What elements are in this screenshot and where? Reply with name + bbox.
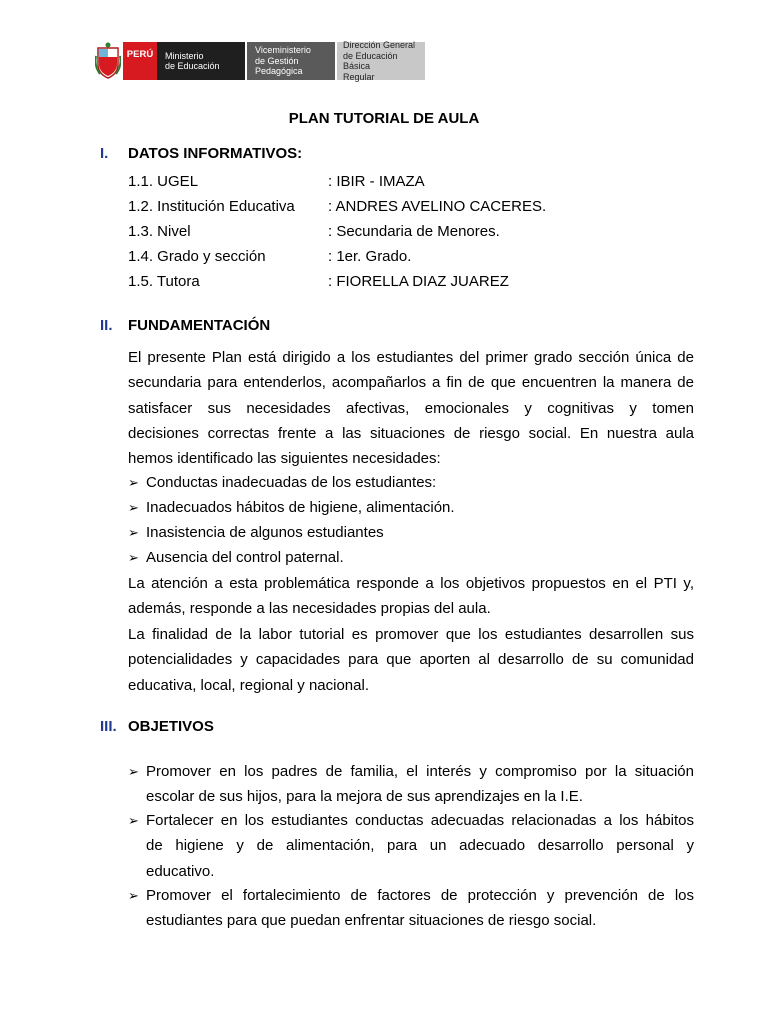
coat-of-arms-icon <box>95 42 121 80</box>
info-value: : ANDRES AVELINO CACERES. <box>328 198 547 215</box>
section-3-title: OBJETIVOS <box>128 718 214 735</box>
section-2-title: FUNDAMENTACIÓN <box>128 317 271 334</box>
section-1-title: DATOS INFORMATIVOS: <box>128 145 303 162</box>
paragraph-line: satisfacer sus necesidades afectivas, emocionales y cognitivas y tomen <box>128 399 694 417</box>
fundamentacion-paragraph-1 <box>128 345 694 471</box>
paragraph-line: La finalidad de la labor tutorial es promover que los estudiantes desarrollen sus <box>128 626 694 643</box>
paragraph-line: La atención a esta problemática responde a los objetivos propuestos en el PTI y, <box>128 575 694 592</box>
section-3-heading <box>100 718 214 735</box>
fundamentacion-paragraph-3 <box>128 622 694 698</box>
logo-viceministerio: Viceministerio de Gestión Pedagógica <box>247 42 335 80</box>
section-3-number: III. <box>100 718 117 735</box>
list-item-text: Inadecuados hábitos de higiene, alimentación. <box>146 499 455 516</box>
section-1-heading <box>100 145 302 162</box>
arrow-bullet-icon: ➢ <box>128 813 139 828</box>
arrow-bullet-icon: ➢ <box>128 764 139 779</box>
info-label: 1.3. Nivel <box>128 223 191 240</box>
list-item-text: Inasistencia de algunos estudiantes <box>146 524 384 541</box>
objective-item <box>128 883 694 934</box>
fundamentacion-paragraph-2 <box>128 571 694 622</box>
paragraph-line: secundaria para entenderlos, acompañarlos a fin de que encuentren la manera de <box>128 374 694 392</box>
info-value: : IBIR - IMAZA <box>328 173 425 190</box>
arrow-bullet-icon: ➢ <box>128 550 139 565</box>
paragraph-line: educativa, local, regional y nacional. <box>128 676 369 694</box>
paragraph-line: decisiones correctas frente a las situaciones de riesgo social. En nuestra aula <box>128 424 694 442</box>
info-label: 1.1. UGEL <box>128 173 199 190</box>
paragraph-line: hemos identificado las siguientes necesidades: <box>128 450 441 468</box>
objective-line: Promover en los padres de familia, el interés y compromiso por la situación <box>146 763 694 780</box>
section-1-number: I. <box>100 145 109 162</box>
arrow-bullet-icon: ➢ <box>128 475 139 490</box>
logo-ministerio: Ministerio de Educación <box>157 42 245 80</box>
info-value: : Secundaria de Menores. <box>328 223 500 240</box>
section-2-number: II. <box>100 317 113 334</box>
objective-line: Promover el fortalecimiento de factores de protección y prevención de los <box>146 887 694 904</box>
list-item-text: Ausencia del control paternal. <box>146 549 344 566</box>
section-2-heading <box>100 317 270 334</box>
info-label: 1.4. Grado y sección <box>128 248 266 265</box>
objective-line: educativo. <box>146 862 215 880</box>
info-value: : FIORELLA DIAZ JUAREZ <box>328 273 509 290</box>
objective-line: escolar de sus hijos, para la mejora de sus aprendizajes en la I.E. <box>146 788 583 806</box>
logo-direccion: Dirección General de Educación Básica Regular <box>337 42 425 80</box>
info-value: : 1er. Grado. <box>328 248 412 265</box>
objective-line: Fortalecer en los estudiantes conductas adecuadas relacionadas a los hábitos <box>146 812 694 829</box>
header-logo-band <box>95 42 425 80</box>
objective-item <box>128 759 694 810</box>
info-label: 1.2. Institución Educativa <box>128 198 295 215</box>
arrow-bullet-icon: ➢ <box>128 888 139 903</box>
objective-line: de higiene y de alimentación, para un adecuado desarrollo personal y <box>146 837 694 855</box>
paragraph-line: potencialidades y capacidades para que aporten al desarrollo de su comunidad <box>128 651 694 669</box>
arrow-bullet-icon: ➢ <box>128 500 139 515</box>
logo-peru: PERÚ <box>123 42 157 80</box>
objective-line: estudiantes para que puedan enfrentar situaciones de riesgo social. <box>146 912 597 930</box>
info-label: 1.5. Tutora <box>128 273 200 290</box>
objective-item <box>128 808 694 884</box>
paragraph-line: El presente Plan está dirigido a los estudiantes del primer grado sección única de <box>128 349 694 366</box>
list-item-text: Conductas inadecuadas de los estudiantes: <box>146 474 437 491</box>
paragraph-line: además, responde a las necesidades propias del aula. <box>128 600 491 618</box>
page-title: PLAN TUTORIAL DE AULA <box>288 110 480 127</box>
arrow-bullet-icon: ➢ <box>128 525 139 540</box>
